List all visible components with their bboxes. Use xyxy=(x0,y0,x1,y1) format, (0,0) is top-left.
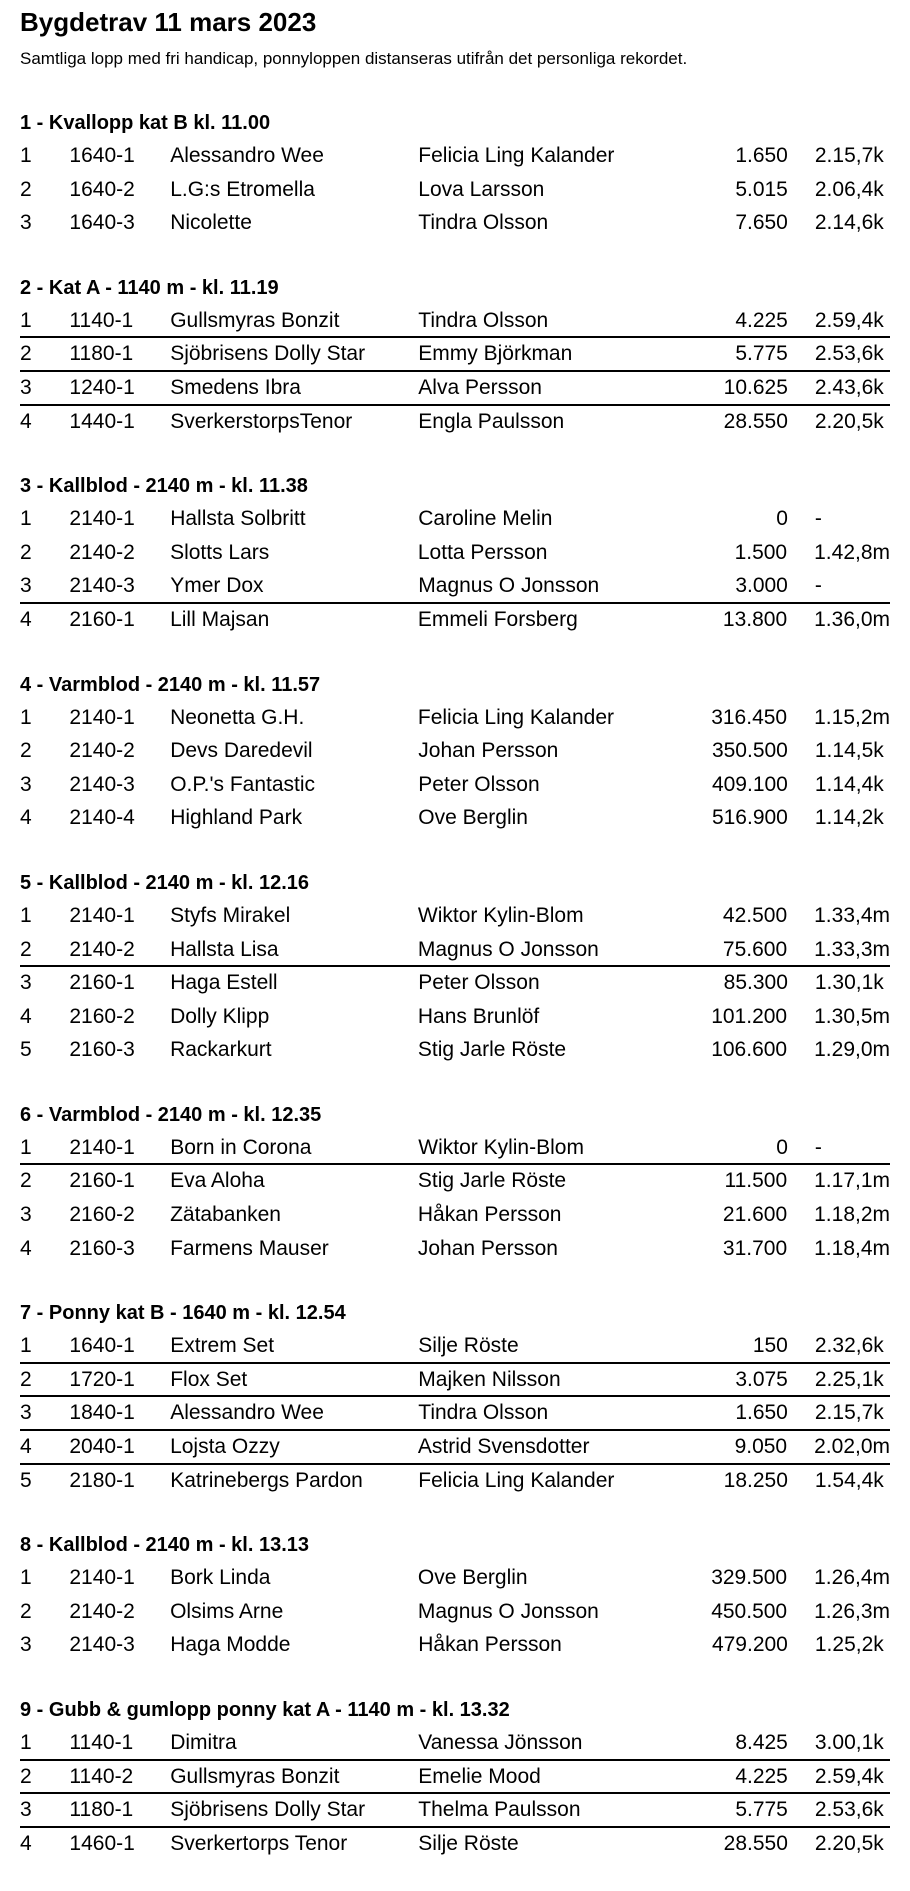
horse-name-cell: Alessandro Wee xyxy=(170,1401,324,1425)
horse-name-cell: Dimitra xyxy=(170,1731,237,1754)
points-cell: 3.075 xyxy=(735,1367,788,1391)
table-row xyxy=(20,1199,890,1233)
horse-name-cell: Haga Modde xyxy=(170,1633,291,1657)
start-number-cell: 1460-1 xyxy=(69,1831,135,1855)
record-cell: 1.17,1m xyxy=(814,1169,891,1193)
table-row xyxy=(20,1562,890,1596)
horse-name-cell: O.P.'s Fantastic xyxy=(170,772,316,796)
horse-name-cell: Nicolette xyxy=(170,211,252,235)
points-cell: 13.800 xyxy=(722,607,788,631)
driver-name-cell: Felicia Ling Kalander xyxy=(418,144,615,167)
race-heading: 5 - Kallblod - 2140 m - kl. 12.16 xyxy=(20,871,310,894)
race-heading: 6 - Varmblod - 2140 m - kl. 12.35 xyxy=(20,1103,322,1126)
race-list xyxy=(20,106,890,1861)
table-row xyxy=(20,1431,890,1465)
table-row xyxy=(20,207,890,241)
table-row xyxy=(20,503,890,537)
start-number-cell: 1640-1 xyxy=(69,1334,135,1358)
points-cell: 28.550 xyxy=(723,409,788,433)
driver-name-cell: Ove Berglin xyxy=(418,806,528,830)
horse-name-cell: Sjöbrisens Dolly Star xyxy=(170,1798,366,1822)
record-cell: 1.36,0m xyxy=(814,607,891,631)
start-number-cell: 2160-2 xyxy=(69,1203,135,1227)
position-cell: 2 xyxy=(20,937,32,961)
horse-name-cell: Lojsta Ozzy xyxy=(170,1435,280,1459)
record-cell: 1.15,2m xyxy=(814,705,891,729)
points-cell: 101.200 xyxy=(711,1004,788,1028)
position-cell: 4 xyxy=(20,409,32,433)
record-cell: 1.33,3m xyxy=(814,937,891,961)
position-cell: 2 xyxy=(20,342,32,366)
table-row xyxy=(20,537,890,571)
points-cell: 8.425 xyxy=(735,1731,788,1754)
start-number-cell: 2160-1 xyxy=(69,971,135,995)
start-number-cell: 2140-2 xyxy=(69,739,135,763)
points-cell: 5.775 xyxy=(735,342,788,366)
start-number-cell: 1140-1 xyxy=(69,1731,134,1754)
horse-name-cell: Eva Aloha xyxy=(170,1169,265,1193)
driver-name-cell: Silje Röste xyxy=(418,1831,519,1855)
horse-name-cell: Alessandro Wee xyxy=(170,144,324,167)
points-cell: 18.250 xyxy=(723,1468,788,1492)
points-cell: 11.500 xyxy=(724,1169,788,1193)
table-row xyxy=(20,934,890,968)
record-cell: 2.15,7k xyxy=(814,1401,884,1425)
record-cell: 1.54,4k xyxy=(814,1468,884,1492)
driver-name-cell: Stig Jarle Röste xyxy=(417,1169,567,1193)
record-cell: 2.06,4k xyxy=(814,177,884,201)
driver-name-cell: Lova Larsson xyxy=(418,177,545,201)
table-row xyxy=(20,1364,890,1398)
points-cell: 9.050 xyxy=(734,1435,788,1459)
horse-name-cell: Neonetta G.H. xyxy=(170,705,305,729)
driver-name-cell: Emelie Mood xyxy=(418,1764,541,1788)
driver-name-cell: Wiktor Kylin-Blom xyxy=(418,1135,584,1159)
position-cell: 4 xyxy=(20,806,32,830)
position-cell: 2 xyxy=(20,1169,32,1193)
position-cell: 2 xyxy=(20,1367,32,1391)
start-number-cell: 2140-1 xyxy=(69,1135,135,1159)
table-row xyxy=(20,174,890,208)
table-row xyxy=(20,406,890,440)
start-number-cell: 2160-1 xyxy=(69,607,135,631)
position-cell: 1 xyxy=(20,1731,32,1754)
table-row xyxy=(20,1165,890,1199)
points-cell: 3.000 xyxy=(735,574,788,598)
horse-name-cell: Flox Set xyxy=(170,1367,248,1391)
horse-name-cell: Gullsmyras Bonzit xyxy=(170,1764,340,1788)
position-cell: 1 xyxy=(20,903,32,927)
race-section xyxy=(20,1296,890,1498)
position-cell: 2 xyxy=(20,177,32,201)
points-cell: 329.500 xyxy=(711,1566,788,1590)
driver-name-cell: Peter Olsson xyxy=(418,772,540,796)
start-number-cell: 1840-1 xyxy=(69,1401,135,1425)
record-cell: 2.53,6k xyxy=(814,342,884,366)
driver-name-cell: Magnus O Jonsson xyxy=(418,574,600,598)
start-number-cell: 2140-1 xyxy=(69,507,135,531)
race-section xyxy=(20,1528,890,1663)
table-row xyxy=(20,1465,890,1499)
position-cell: 1 xyxy=(20,1566,32,1590)
points-cell: 31.700 xyxy=(722,1236,788,1260)
horse-name-cell: Haga Estell xyxy=(170,971,278,995)
points-cell: 316.450 xyxy=(711,705,788,729)
table-row xyxy=(20,570,890,604)
start-number-cell: 2160-2 xyxy=(69,1004,135,1028)
horse-name-cell: Katrinebergs Pardon xyxy=(170,1468,363,1492)
table-row xyxy=(20,1761,890,1795)
points-cell: 5.775 xyxy=(735,1798,788,1822)
points-cell: 0 xyxy=(776,507,788,531)
points-cell: 0 xyxy=(776,1135,788,1159)
table-row xyxy=(20,604,890,638)
horse-name-cell: Ymer Dox xyxy=(170,574,264,598)
record-cell: 1.30,1k xyxy=(814,971,884,995)
start-number-cell: 1720-1 xyxy=(69,1367,135,1391)
position-cell: 3 xyxy=(20,1633,32,1657)
position-cell: 4 xyxy=(20,1004,32,1028)
driver-name-cell: Thelma Paulsson xyxy=(418,1798,581,1822)
race-heading: 3 - Kallblod - 2140 m - kl. 11.38 xyxy=(20,475,308,498)
driver-name-cell: Stig Jarle Röste xyxy=(417,1038,567,1062)
position-cell: 3 xyxy=(20,772,32,796)
start-number-cell: 2140-3 xyxy=(69,1633,135,1657)
driver-name-cell: Felicia Ling Kalander xyxy=(418,1468,615,1492)
race-heading: 7 - Ponny kat B - 1640 m - kl. 12.54 xyxy=(20,1302,346,1325)
record-cell: 1.18,4m xyxy=(814,1236,891,1260)
position-cell: 3 xyxy=(20,574,32,598)
points-cell: 4.225 xyxy=(735,308,788,332)
points-cell: 516.900 xyxy=(711,806,788,830)
position-cell: 4 xyxy=(20,1236,32,1260)
start-number-cell: 2140-4 xyxy=(69,806,135,830)
start-number-cell: 2160-1 xyxy=(69,1169,135,1193)
start-number-cell: 2140-1 xyxy=(69,1566,135,1590)
driver-name-cell: Magnus O Jonsson xyxy=(417,1599,599,1623)
start-number-cell: 2140-3 xyxy=(69,772,135,796)
driver-name-cell: Håkan Persson xyxy=(418,1633,562,1657)
driver-name-cell: Wiktor Kylin-Blom xyxy=(417,903,584,927)
start-number-cell: 1180-1 xyxy=(69,1798,134,1822)
race-heading: 1 - Kvallopp kat B kl. 11.00 xyxy=(20,112,271,134)
position-cell: 3 xyxy=(20,1798,32,1822)
table-row xyxy=(20,769,890,803)
start-number-cell: 2160-3 xyxy=(69,1236,135,1260)
position-cell: 5 xyxy=(20,1038,32,1062)
horse-name-cell: Rackarkurt xyxy=(170,1038,272,1062)
start-number-cell: 1140-1 xyxy=(69,308,134,332)
record-cell: 2.25,1k xyxy=(814,1367,884,1391)
horse-name-cell: Born in Corona xyxy=(170,1135,312,1159)
driver-name-cell: Silje Röste xyxy=(418,1334,519,1358)
start-number-cell: 2140-2 xyxy=(69,540,135,564)
start-number-cell: 1640-1 xyxy=(69,144,135,167)
start-number-cell: 1240-1 xyxy=(69,375,135,399)
start-number-cell: 2140-1 xyxy=(69,705,135,729)
driver-name-cell: Majken Nilsson xyxy=(418,1367,561,1391)
points-cell: 409.100 xyxy=(711,772,788,796)
record-cell: 1.29,0m xyxy=(814,1038,891,1062)
driver-name-cell: Johan Persson xyxy=(417,1236,558,1260)
record-cell: 2.20,5k xyxy=(814,1831,884,1855)
table-row xyxy=(20,1233,890,1267)
start-number-cell: 2140-3 xyxy=(69,574,135,598)
position-cell: 4 xyxy=(20,607,32,631)
record-cell: 1.14,4k xyxy=(814,772,884,796)
race-section xyxy=(20,866,890,1068)
driver-name-cell: Caroline Melin xyxy=(418,507,553,531)
start-number-cell: 1640-3 xyxy=(69,211,135,235)
table-row xyxy=(20,1397,890,1431)
record-cell: 1.42,8m xyxy=(814,540,891,564)
table-row xyxy=(20,900,890,934)
horse-name-cell: L.G:s Etromella xyxy=(170,177,315,201)
points-cell: 479.200 xyxy=(711,1633,788,1657)
driver-name-cell: Astrid Svensdotter xyxy=(417,1435,590,1459)
table-row xyxy=(20,1629,890,1663)
driver-name-cell: Vanessa Jönsson xyxy=(418,1731,583,1754)
points-cell: 28.550 xyxy=(723,1831,788,1855)
driver-name-cell: Tindra Olsson xyxy=(418,308,549,332)
position-cell: 3 xyxy=(20,1401,32,1425)
horse-name-cell: SverkerstorpsTenor xyxy=(170,409,353,433)
table-row xyxy=(20,1132,890,1166)
document-subtitle: Samtliga lopp med fri handicap, ponnyloppen distanseras utifrån det personliga rekordet. xyxy=(20,49,688,68)
document-title: Bygdetrav 11 mars 2023 xyxy=(20,7,317,37)
points-cell: 106.600 xyxy=(711,1038,788,1062)
table-row xyxy=(20,372,890,406)
horse-name-cell: Gullsmyras Bonzit xyxy=(170,308,340,332)
points-cell: 10.625 xyxy=(723,375,788,399)
race-section xyxy=(20,668,890,836)
horse-name-cell: Smedens Ibra xyxy=(170,375,301,399)
race-section xyxy=(20,469,890,637)
start-number-cell: 2180-1 xyxy=(69,1468,135,1492)
record-cell: 2.14,6k xyxy=(814,211,884,235)
race-section xyxy=(20,271,890,439)
horse-name-cell: Devs Daredevil xyxy=(170,739,313,763)
table-row xyxy=(20,1596,890,1630)
race-section xyxy=(20,106,890,241)
position-cell: 3 xyxy=(20,375,32,399)
start-number-cell: 1180-1 xyxy=(69,342,134,366)
table-row xyxy=(20,735,890,769)
table-row xyxy=(20,1330,890,1364)
record-cell: 2.43,6k xyxy=(814,375,884,399)
points-cell: 350.500 xyxy=(711,739,788,763)
record-cell: 3.00,1k xyxy=(814,1731,884,1754)
driver-name-cell: Håkan Persson xyxy=(417,1203,562,1227)
position-cell: 1 xyxy=(20,705,32,729)
horse-name-cell: Slotts Lars xyxy=(170,540,270,564)
position-cell: 1 xyxy=(20,1334,32,1358)
points-cell: 21.600 xyxy=(722,1203,788,1227)
table-row xyxy=(20,140,890,174)
position-cell: 3 xyxy=(20,1203,32,1227)
points-cell: 85.300 xyxy=(723,971,788,995)
driver-name-cell: Tindra Olsson xyxy=(418,1401,549,1425)
points-cell: 7.650 xyxy=(735,211,788,235)
driver-name-cell: Johan Persson xyxy=(418,739,559,763)
driver-name-cell: Alva Persson xyxy=(418,375,542,399)
horse-name-cell: Hallsta Lisa xyxy=(170,937,279,961)
driver-name-cell: Hans Brunlöf xyxy=(417,1004,540,1028)
record-cell: 2.15,7k xyxy=(814,144,884,167)
start-number-cell: 2160-3 xyxy=(69,1038,135,1062)
horse-name-cell: Lill Majsan xyxy=(170,607,270,631)
driver-name-cell: Felicia Ling Kalander xyxy=(417,705,614,729)
table-row xyxy=(20,702,890,736)
start-number-cell: 1140-2 xyxy=(69,1764,134,1788)
horse-name-cell: Sjöbrisens Dolly Star xyxy=(170,342,366,366)
record-cell: 1.14,5k xyxy=(814,739,884,763)
driver-name-cell: Lotta Persson xyxy=(417,540,548,564)
record-cell: 2.53,6k xyxy=(814,1798,884,1822)
table-row xyxy=(20,967,890,1001)
position-cell: 3 xyxy=(20,971,32,995)
start-number-cell: 2140-1 xyxy=(69,903,135,927)
position-cell: 4 xyxy=(20,1435,32,1459)
horse-name-cell: Hallsta Solbritt xyxy=(170,507,306,531)
record-cell: 1.14,2k xyxy=(814,806,884,830)
position-cell: 5 xyxy=(20,1468,32,1492)
driver-name-cell: Magnus O Jonsson xyxy=(417,937,599,961)
driver-name-cell: Engla Paulsson xyxy=(418,409,565,433)
race-heading: 2 - Kat A - 1140 m - kl. 11.19 xyxy=(20,276,279,299)
position-cell: 4 xyxy=(20,1831,32,1855)
record-cell: 2.59,4k xyxy=(814,1764,884,1788)
record-cell: 1.26,4m xyxy=(814,1566,891,1590)
position-cell: 2 xyxy=(20,1599,32,1623)
horse-name-cell: Sverkertorps Tenor xyxy=(170,1831,348,1855)
position-cell: 1 xyxy=(20,507,32,531)
driver-name-cell: Ove Berglin xyxy=(417,1566,528,1590)
horse-name-cell: Styfs Mirakel xyxy=(170,903,291,927)
table-row xyxy=(20,1727,890,1761)
start-number-cell: 2140-2 xyxy=(69,1599,135,1623)
race-heading: 9 - Gubb & gumlopp ponny kat A - 1140 m - kl. 13.32 xyxy=(20,1699,510,1721)
table-row xyxy=(20,1034,890,1068)
position-cell: 3 xyxy=(20,211,32,235)
table-row xyxy=(20,802,890,836)
position-cell: 1 xyxy=(20,308,32,332)
driver-name-cell: Emmeli Forsberg xyxy=(417,607,578,631)
position-cell: 1 xyxy=(20,144,32,167)
record-cell: 1.25,2k xyxy=(814,1633,884,1657)
record-cell: 1.33,4m xyxy=(814,903,891,927)
points-cell: 4.225 xyxy=(735,1764,788,1788)
race-section xyxy=(20,1098,890,1266)
horse-name-cell: Bork Linda xyxy=(170,1566,271,1590)
start-number-cell: 2040-1 xyxy=(69,1435,135,1459)
start-number-cell: 1640-2 xyxy=(69,177,135,201)
horse-name-cell: Olsims Arne xyxy=(170,1599,284,1623)
start-list-document xyxy=(0,2,910,1861)
record-cell: 1.26,3m xyxy=(814,1599,891,1623)
table-row xyxy=(20,1828,890,1862)
record-cell: - xyxy=(814,507,822,531)
race-section xyxy=(20,1693,890,1861)
driver-name-cell: Tindra Olsson xyxy=(418,211,549,235)
record-cell: - xyxy=(814,574,822,598)
table-row xyxy=(20,338,890,372)
record-cell: 1.18,2m xyxy=(814,1203,891,1227)
record-cell: 2.02,0m xyxy=(814,1435,891,1459)
start-number-cell: 1440-1 xyxy=(69,409,135,433)
points-cell: 75.600 xyxy=(722,937,788,961)
position-cell: 2 xyxy=(20,1764,32,1788)
driver-name-cell: Peter Olsson xyxy=(418,971,540,995)
record-cell: 1.30,5m xyxy=(814,1004,891,1028)
race-heading: 8 - Kallblod - 2140 m - kl. 13.13 xyxy=(20,1534,310,1557)
table-row xyxy=(20,1001,890,1035)
record-cell: 2.32,6k xyxy=(814,1334,884,1358)
position-cell: 2 xyxy=(20,540,32,564)
points-cell: 1.650 xyxy=(735,144,788,167)
horse-name-cell: Highland Park xyxy=(170,806,303,830)
points-cell: 1.650 xyxy=(735,1401,788,1425)
record-cell: 2.59,4k xyxy=(814,308,884,332)
start-number-cell: 2140-2 xyxy=(69,937,135,961)
table-row xyxy=(20,1794,890,1828)
race-heading: 4 - Varmblod - 2140 m - kl. 11.57 xyxy=(20,673,321,696)
position-cell: 1 xyxy=(20,1135,32,1159)
position-cell: 2 xyxy=(20,739,32,763)
horse-name-cell: Extrem Set xyxy=(170,1334,275,1358)
points-cell: 150 xyxy=(752,1334,788,1358)
points-cell: 1.500 xyxy=(734,540,788,564)
table-row xyxy=(20,305,890,339)
record-cell: 2.20,5k xyxy=(814,409,884,433)
horse-name-cell: Zätabanken xyxy=(170,1203,281,1227)
driver-name-cell: Emmy Björkman xyxy=(418,342,573,366)
points-cell: 5.015 xyxy=(735,177,788,201)
horse-name-cell: Farmens Mauser xyxy=(170,1236,329,1260)
horse-name-cell: Dolly Klipp xyxy=(170,1004,270,1028)
points-cell: 42.500 xyxy=(722,903,788,927)
record-cell: - xyxy=(814,1135,822,1159)
points-cell: 450.500 xyxy=(711,1599,788,1623)
